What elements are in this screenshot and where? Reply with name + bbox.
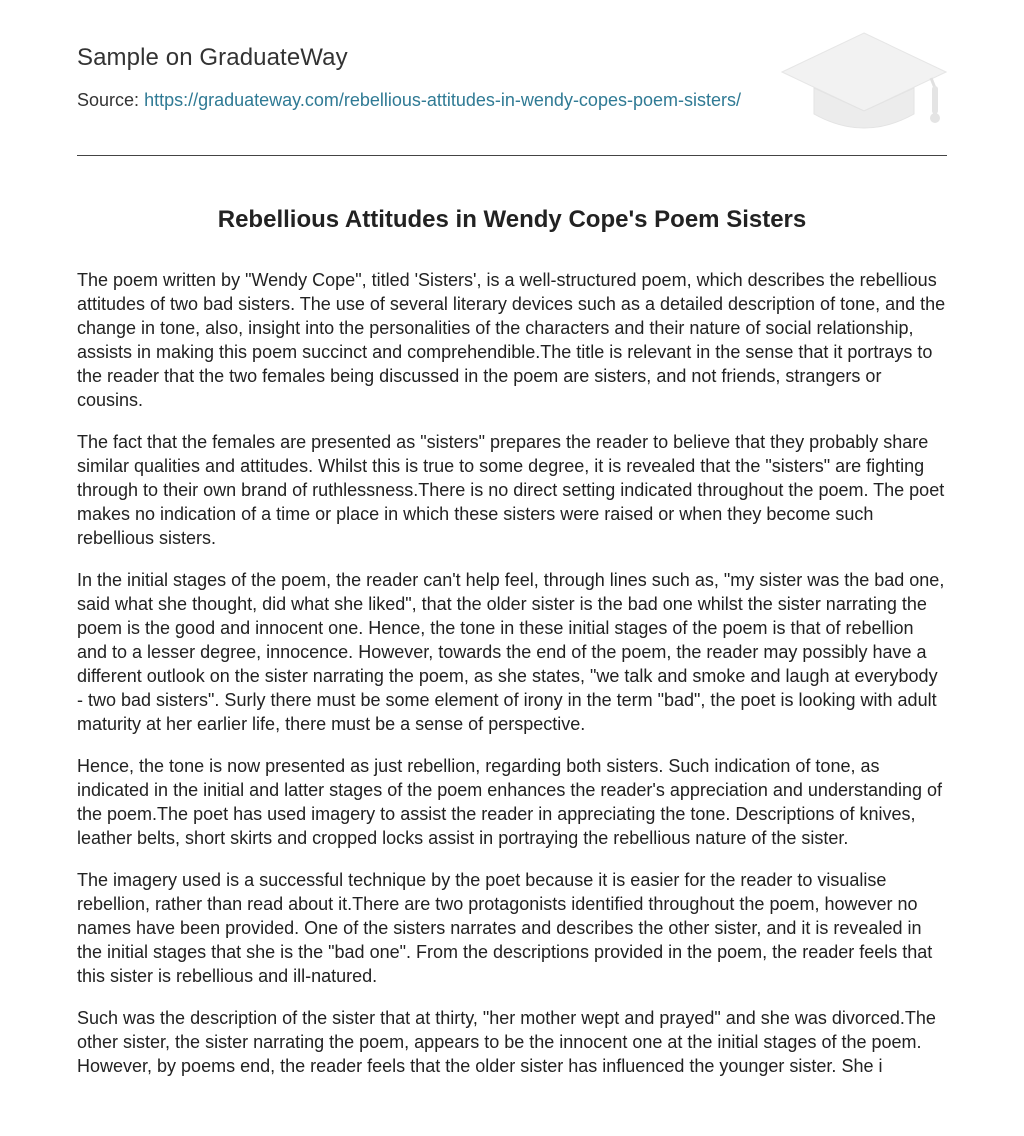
graduation-cap-icon [781,30,947,134]
source-label: Source: [77,90,140,110]
paragraph: Such was the description of the sister that at thirty, "her mother wept and prayed" and she was divorced.The other sister, the sister narrating the poem, appears to be the innocent one at the initial stages of the poem. However, by poems end, the reader feels that the older sister has influenced the younger sister. She i [77,1008,936,1076]
site-title: Sample on GraduateWay [77,44,348,71]
paragraph: Hence, the tone is now presented as just rebellion, regarding both sisters. Such indication of tone, as indicated in the initial and latter stages of the poem enhances the reader's appreciation and understanding of the poem.The poet has used imagery to assist the reader in appreciating the tone. Descriptions of knives, leather belts, short skirts and cropped locks assist in portraying the rebellious nature of the sister. [77,756,943,848]
header-divider [77,155,947,156]
paragraph: The imagery used is a successful technique by the poet because it is easier for the reader to visualise rebellion, rather than read about it.There are two protagonists identified throughout the poem, however no names have been provided. One of the sisters narrates and describes the other sister, and it is revealed in the initial stages that she is the "bad one". From the descriptions provided in the poem, the reader feels that this sister is rebellious and ill-natured. [77,870,933,986]
source-line [77,90,741,111]
source-link[interactable]: https://graduateway.com/rebellious-attitudes-in-wendy-copes-poem-sisters/ [144,90,741,110]
paragraph: The poem written by "Wendy Cope", titled 'Sisters', is a well-structured poem, which describes the rebellious attitudes of two bad sisters. The use of several literary devices such as a detailed description of tone, and the change in tone, also, insight into the personalities of the characters and their nature of social relationship, assists in making this poem succinct and comprehendible.The title is relevant in the sense that it portrays to the reader that the two females being discussed in the poem are sisters, and not friends, strangers or cousins. [77,270,946,410]
article-body [77,268,947,1078]
article-title: Rebellious Attitudes in Wendy Cope's Poem Sisters [217,206,807,233]
paragraph: In the initial stages of the poem, the reader can't help feel, through lines such as, "my sister was the bad one, said what she thought, did what she liked", that the older sister is the bad one whilst the sister narrating the poem is the good and innocent one. Hence, the tone in these initial stages of the poem is that of rebellion and to a lesser degree, innocence. However, towards the end of the poem, the reader may possibly have a different outlook on the sister narrating the poem, as she states, "we talk and smoke and laugh at everybody - two bad sisters". Surly there must be some element of irony in the term "bad", the poet is looking with adult maturity at her earlier life, there must be a sense of perspective. [77,570,945,734]
paragraph: The fact that the females are presented as "sisters" prepares the reader to believe that they probably share similar qualities and attitudes. Whilst this is true to some degree, it is revealed that the "sisters" are fighting through to their own brand of ruthlessness.There is no direct setting indicated throughout the poem. The poet makes no indication of a time or place in which these sisters were raised or when they become such rebellious sisters. [77,432,945,548]
